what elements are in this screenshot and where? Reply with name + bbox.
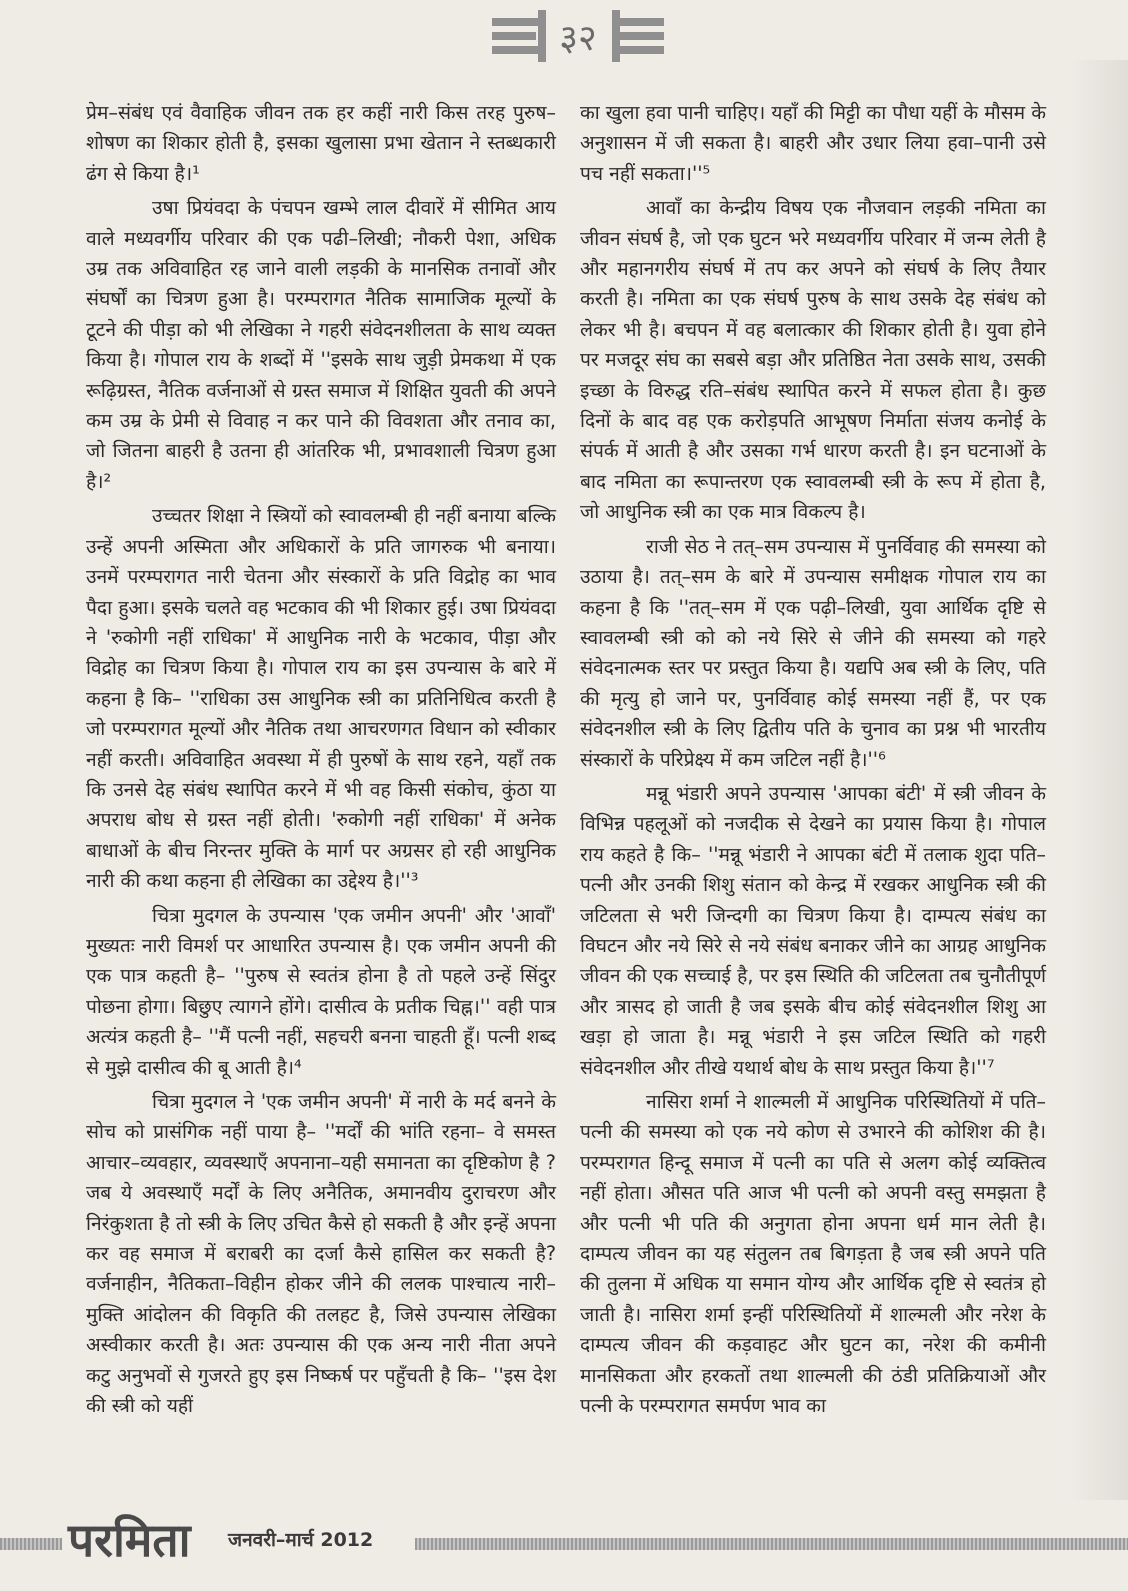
issue-date: जनवरी–मार्च 2012 bbox=[228, 1529, 374, 1551]
footer-rule-right bbox=[415, 1538, 1128, 1550]
page-header bbox=[0, 8, 1128, 68]
page-footer bbox=[0, 1510, 1128, 1570]
footer-rule-left bbox=[0, 1538, 62, 1550]
left-column bbox=[86, 98, 556, 1425]
paragraph: राजी सेठ ने तत्–सम उपन्यास में पुनर्विवाह की समस्या को उठाया है। तत्–सम के बारे में उपन्यास समीक्षक गोपाल राय का कहना है कि ''तत्–सम में एक पढ़ी–लिखी, युवा आर्थिक दृष्टि से स्वावलम्बी स्त्री को को नये सिरे से जीने की समस्या को गहरे संवेदनात्मक स्तर पर प्रस्तुत किया है। यद्यपि अब स्त्री के लिए, पति की मृत्यु हो जाने पर, पुनर्विवाह कोई समस्या नहीं हैं, पर एक संवेदनशील स्त्री के लिए द्वितीय पति के चुनाव का प्रश्न भी भारतीय संस्कारों के परिप्रेक्ष्य में कम जटिल नहीं है।''⁶ bbox=[580, 534, 1046, 771]
paragraph: उषा प्रियंवदा के पंचपन खम्भे लाल दीवारें में सीमित आय वाले मध्यवर्गीय परिवार की एक पढी–लिखी; नौकरी पेशा, अधिक उम्र तक अविवाहित रह जाने वाली लड़की के मानसिक तनावों और संघर्षों का चित्रण हुआ है। परम्परागत नैतिक सामाजिक मूल्यों के टूटने की पीड़ा को भी लेखिका ने गहरी संवेदनशीलता के साथ व्यक्त किया है। गोपाल राय के शब्दों में ''इसके साथ जुड़ी प्रेमकथा में एक रूढ़िग्रस्त, नैतिक वर्जनाओं से ग्रस्त समाज में शिक्षित युवती की अपने कम उम्र के प्रेमी से विवाह न कर पाने की विवशता और तनाव का, जो जितना बाहरी है उतना ही आंतरिक भी, प्रभावशाली चित्रण हुआ है।² bbox=[86, 196, 556, 493]
page-number: ३२ bbox=[559, 18, 597, 59]
paragraph: उच्चतर शिक्षा ने स्त्रियों को स्वावलम्बी ही नहीं बनाया बल्कि उन्हें अपनी अस्मिता और अधिकारों के प्रति जागरुक भी बनाया। उनमें परम्परागत नारी चेतना और संस्कारों के प्रति विद्रोह का भाव पैदा हुआ। इसके चलते वह भटकाव की भी शिकार हुई। उषा प्रियंवदा ने 'रुकोगी नहीं राधिका' में आधुनिक नारी के भटकाव, पीड़ा और विद्रोह का चित्रण किया है। गोपाल राय का इस उपन्यास के बारे में कहना है कि– ''राधिका उस आधुनिक स्त्री का प्रतिनिधित्व करती है जो परम्परागत मूल्यों और नैतिक तथा आचरणगत विधान को स्वीकार नहीं करती। अविवाहित अवस्था में ही पुरुषों के साथ रहने, यहाँ तक कि उनसे देह संबंध स्थापित करने में भी वह किसी संकोच, कुंठा या अपराध बोध से ग्रस्त नहीं होती। 'रुकोगी नहीं राधिका' में अनेक बाधाओं के बीच निरन्तर मुक्ति के मार्ग पर अग्रसर हो रही आधुनिक नारी की कथा कहना ही लेखिका का उद्देश्य है।''³ bbox=[86, 504, 556, 893]
paragraph: का खुला हवा पानी चाहिए। यहाँ की मिट्टी का पौधा यहीं के मौसम के अनुशासन में जी सकता है। बाहरी और उधार लिया हवा–पानी उसे पच नहीं सकता।''⁵ bbox=[580, 101, 1046, 185]
page-gutter-shadow bbox=[1068, 60, 1128, 1500]
right-column bbox=[580, 98, 1046, 1425]
paragraph: नासिरा शर्मा ने शाल्मली में आधुनिक परिस्थितियों में पति–पत्नी की समस्या को एक नये कोण से उभारने की कोशिश की है। परम्परागत हिन्दू समाज में पत्नी का पति से अलग कोई व्यक्तित्व नहीं होता। औसत पति आज भी पत्नी को अपनी वस्तु समझता है और पत्नी भी पति की अनुगता होना अपना धर्म मान लेती है। दाम्पत्य जीवन का यह संतुलन तब बिगड़ता है जब स्त्री अपने पति की तुलना में अधिक या समान योग्य और आर्थिक दृष्टि से स्वतंत्र हो जाती है। नासिरा शर्मा इन्हीं परिस्थितियों में शाल्मली और नरेश के दाम्पत्य जीवन की कड़वाहट और घुटन का, नरेश की कमीनी मानसिकता और हरकतों तथा शाल्मली की ठंडी प्रतिक्रियाओं और पत्नी के परम्परागत समर्पण भाव का bbox=[580, 1090, 1046, 1418]
paragraph: चित्रा मुदगल के उपन्यास 'एक जमीन अपनी' और 'आवाँ' मुख्यतः नारी विमर्श पर आधारित उपन्यास है। एक जमीन अपनी की एक पात्र कहती है– ''पुरुष से स्वतंत्र होना है तो पहले उन्हें सिंदुर पोछना होगा। बिछुए त्यागने होंगे। दासीत्व के प्रतीक चिह्न।'' वही पात्र अत्यंत्र कहती है– ''मैं पत्नी नहीं, सहचरी बनना चाहती हूँ। पत्नी शब्द से मुझे दासीत्व की बू आती है।⁴ bbox=[86, 903, 556, 1079]
paragraph: मन्नू भंडारी अपने उपन्यास 'आपका बंटी' में स्त्री जीवन के विभिन्न पहलूओं को नजदीक से देखने का प्रयास किया है। गोपाल राय कहते है कि– ''मन्नू भंडारी ने आपका बंटी में तलाक शुदा पति–पत्नी और उनकी शिशु संतान को केन्द्र में रखकर आधुनिक स्त्री की जटिलता से भरी जिन्दगी का चित्रण किया है। दाम्पत्य संबंध का विघटन और नये सिरे से नये संबंध बनाकर जीने का आग्रह आधुनिक जीवन की एक सच्चाई है, पर इस स्थिति की जटिलता तब चुनौतीपूर्ण और त्रासद हो जाती है जब इसके बीच कोई संवेदनशील शिशु आ खड़ा हो जाता है। मन्नू भंडारी ने इस जटिल स्थिति को गहरी संवेदनशील और तीखे यथार्थ बोध के साथ प्रस्तुत किया है।''⁷ bbox=[580, 781, 1046, 1079]
paragraph: आवाँ का केन्द्रीय विषय एक नौजवान लड़की नमिता का जीवन संघर्ष है, जो एक घुटन भरे मध्यवर्गीय परिवार में जन्म लेती है और महानगरीय संघर्ष में तप कर अपने को संघर्ष के लिए तैयार करती है। नमिता का एक संघर्ष पुरुष के साथ उसके देह संबंध को लेकर भी है। बचपन में वह बलात्कार की शिकार होती है। युवा होने पर मजदूर संघ का सबसे बड़ा और प्रतिष्ठित नेता उसके साथ, उसकी इच्छा के विरुद्ध रति–संबंध स्थापित करने में सफल होता है। कुछ दिनों के बाद वह एक करोड़पति आभूषण निर्माता संजय कनोई के संपर्क में आती है और उसका गर्भ धारण करती है। इन घटनाओं के बाद नमिता का रूपान्तरण एक स्वावलम्बी स्त्री के रूप में होता है, जो आधुनिक स्त्री का एक मात्र विकल्प है। bbox=[580, 196, 1046, 524]
magazine-title: परमिता bbox=[68, 1513, 191, 1567]
paragraph: चित्रा मुदगल ने 'एक जमीन अपनी' में नारी के मर्द बनने के सोच को प्रासंगिक नहीं पाया है– ''मर्दों की भांति रहना– वे समस्त आचार–व्यवहार, व्यवस्थाएँ अपनाना–यही समानता का दृष्टिकोण है ?जब ये अवस्थाएँ मर्दों के लिए अनैतिक, अमानवीय दुराचरण और निरंकुशता है तो स्त्री के लिए उचित कैसे हो सकती है और इन्हें अपना कर वह समाज में बराबरी का दर्जा कैसे हासिल कर सकती है?वर्जनाहीन, नैतिकता–विहीन होकर जीने की ललक पाश्चात्य नारी–मुक्ति आंदोलन की विकृति की तलहट है, जिसे उपन्यास लेखिका अस्वीकार करती है। अतः उपन्यास की एक अन्य नारी नीता अपने कटु अनुभवों से गुजरते हुए इस निष्कर्ष पर पहुँचती है कि– ''इस देश की स्त्री को यहीं bbox=[86, 1090, 556, 1418]
paragraph: प्रेम–संबंध एवं वैवाहिक जीवन तक हर कहीं नारी किस तरह पुरुष–शोषण का शिकार होती है, इसका खुलासा प्रभा खेतान ने स्तब्धकारी ढंग से किया है।¹ bbox=[86, 101, 556, 185]
